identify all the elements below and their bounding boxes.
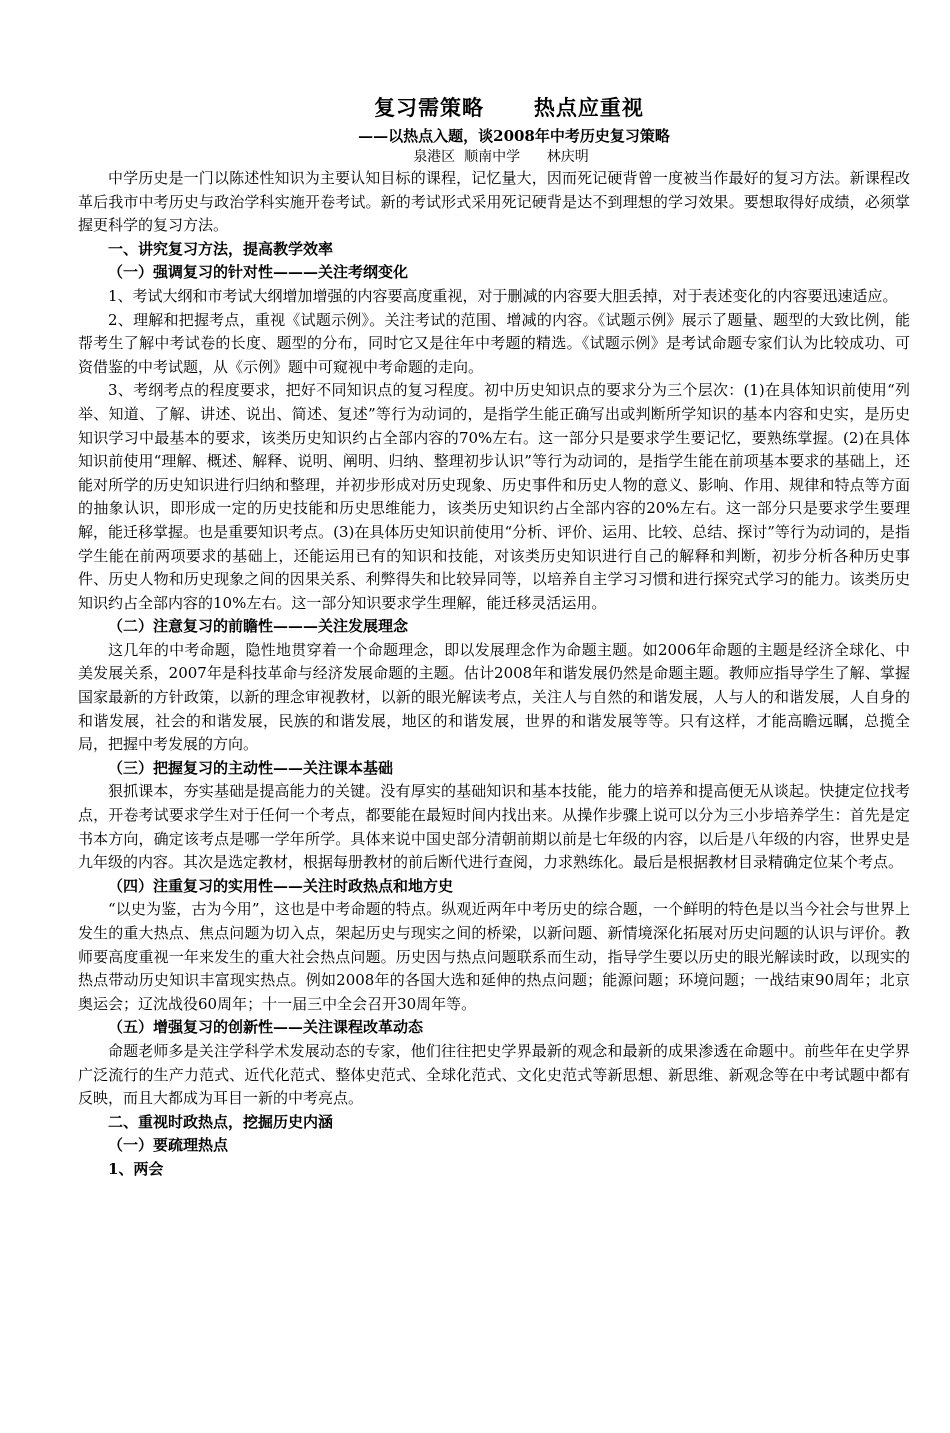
paragraph: 这几年的中考命题，隐性地贯穿着一个命题理念，即以发展理念作为命题主题。如2006年命题的主题是经济全球化、中美发展关系，2007年是科技革命与经济发展命题的主题。估计2008年和谐发展仍然是命题主题。教师应指导学生了解、掌握国家最新的方针政策，以新的理念审视教材，以新的眼光解读考点，关注人与自然的和谐发展，人与人的和谐发展，人自身的和谐发展，社会的和谐发展，民族的和谐发展，地区的和谐发展，世界的和谐发展等等。只有这样，才能高瞻远瞩，总揽全局，把握中考发展的方向。 <box>78 640 910 754</box>
subsection-heading: （三）把握复习的主动性——关注课本基础 <box>108 758 394 777</box>
subsection-heading: （四）注重复习的实用性——关注时政热点和地方史 <box>108 876 454 895</box>
intro-paragraph: 中学历史是一门以陈述性知识为主要认知目标的课程，记忆量大，因而死记硬背曾一度被当作最好的复习方法。新课程改革后我市中考历史与政治学科实施开卷考试。新的考试形式采用死记硬背是达不到理想的学习效果。要想取得好成绩，必须掌握更科学的复习方法。 <box>78 169 910 235</box>
section-heading: 一、讲究复习方法，提高教学效率 <box>108 239 334 258</box>
subsection-heading: （一）强调复习的针对性———关注考纲变化 <box>108 263 409 282</box>
paragraph: 3、考纲考点的程度要求，把好不同知识点的复习程度。初中历史知识点的要求分为三个层次：(1)在具体知识前使用“列举、知道、了解、讲述、说出、简述、复述”等行为动词的，是指学生能正确写出或判断所学知识的基本内容和史实，是历史知识学习中最基本的要求，该类历史知识约占全部内容的70%左右。这一部分只是要求学生要记忆，要熟练掌握。(2)在具体知识前使用“理解、概述、解释、说明、阐明、归纳、整理初步认识”等行为动词的，是指学生能在前项基本要求的基础上，还能对所学的历史知识进行归纳和整理，并初步形成对历史现象、历史事件和历史人物的意义、影响、作用、规律和特点等方面的抽象认识，即形成一定的历史技能和历史思维能力，该类历史知识约占全部内容的20%左右。这一部分只是要求学生要理解，能迁移掌握。也是重要知识考点。(3)在具体历史知识前使用“分析、评价、运用、比较、总结、探讨”等行为动词的，是指学生能在前两项要求的基础上，还能运用已有的知识和技能，对该类历史知识进行自己的解释和判断，初步分析各种历史事件、历史人物和历史现象之间的因果关系、利弊得失和比较异同等，以培养自主学习习惯和进行探究式学习的能力。该类历史知识约占全部内容的10%左右。这一部分知识要求学生理解，能迁移灵活运用。 <box>78 381 910 612</box>
paragraph: 2、理解和把握考点，重视《试题示例》。关注考试的范围、增减的内容。《试题示例》展示了题量、题型的大致比例，能帮考生了解中考试卷的长度、题型的分布，同时它又是往年中考题的精选。《试题示例》是考试命题专家们认为比较成功、可资借鉴的中考试题，从《示例》题中可窥视中考命题的走向。 <box>78 310 910 376</box>
subsection-heading: （二）注意复习的前瞻性———关注发展理念 <box>108 617 409 636</box>
paragraph: 狠抓课本，夯实基础是提高能力的关键。没有厚实的基础知识和基本技能，能力的培养和提高便无从谈起。快捷定位找考点，开卷考试要求学生对于任何一个考点，都要能在最短时间内找出来。从操作步骤上说可以分为三小步培养学生：首先是定书本方向，确定该考点是哪一学年所学。具体来说中国史部分清朝前期以前是七年级的内容，以后是八年级的内容，世界史是九年级的内容。其次是选定教材，根据每册教材的前后断代进行查阅，力求熟练化。最后是根据教材目录精确定位某个考点。 <box>78 782 910 872</box>
subsection-heading: （五）增强复习的创新性——关注课程改革动态 <box>108 1018 424 1037</box>
paragraph: 1、考试大纲和市考试大纲增加增强的内容要高度重视，对于删减的内容要大胆丢掉，对于表述变化的内容要迅速适应。 <box>108 286 898 305</box>
document-subtitle: ——以热点入题，谈2008年中考历史复习策略 <box>358 127 670 145</box>
author-line: 泉港区 顺南中学 林庆明 <box>413 149 589 165</box>
subsection-heading: （一）要疏理热点 <box>108 1136 229 1155</box>
paragraph: 命题老师多是关注学科学术发展动态的专家，他们往往把史学界最新的观念和最新的成果渗透在命题中。前些年在史学界广泛流行的生产力范式、近代化范式、整体史范式、全球化范式、文化史范式等新思想、新思维、新观念等在中考试题中都有反映，而且大都成为耳目一新的中考亮点。 <box>78 1041 910 1108</box>
section-heading: 二、重视时政热点，挖掘历史内涵 <box>108 1112 334 1131</box>
document-title: 复习需策略 热点应重视 <box>374 95 644 120</box>
list-item-heading: 1、两会 <box>108 1159 164 1178</box>
paragraph: “以史为鉴，古为今用”，这也是中考命题的特点。纵观近两年中考历史的综合题，一个鲜明的特色是以当今社会与世界上发生的重大热点、焦点问题为切入点，架起历史与现实之间的桥梁，以新问题、新情境深化拓展对历史问题的认识与评价。教师要高度重视一年来发生的重大社会热点问题。历史因与热点问题联系而生动，指导学生要以历史的眼光解读时政，以现实的热点带动历史知识丰富现实热点。例如2008年的各国大选和延伸的热点问题；能源问题；环境问题；一战结束90周年；北京奥运会；辽沈战役60周年；十一届三中全会召开30周年等。 <box>78 900 910 1013</box>
